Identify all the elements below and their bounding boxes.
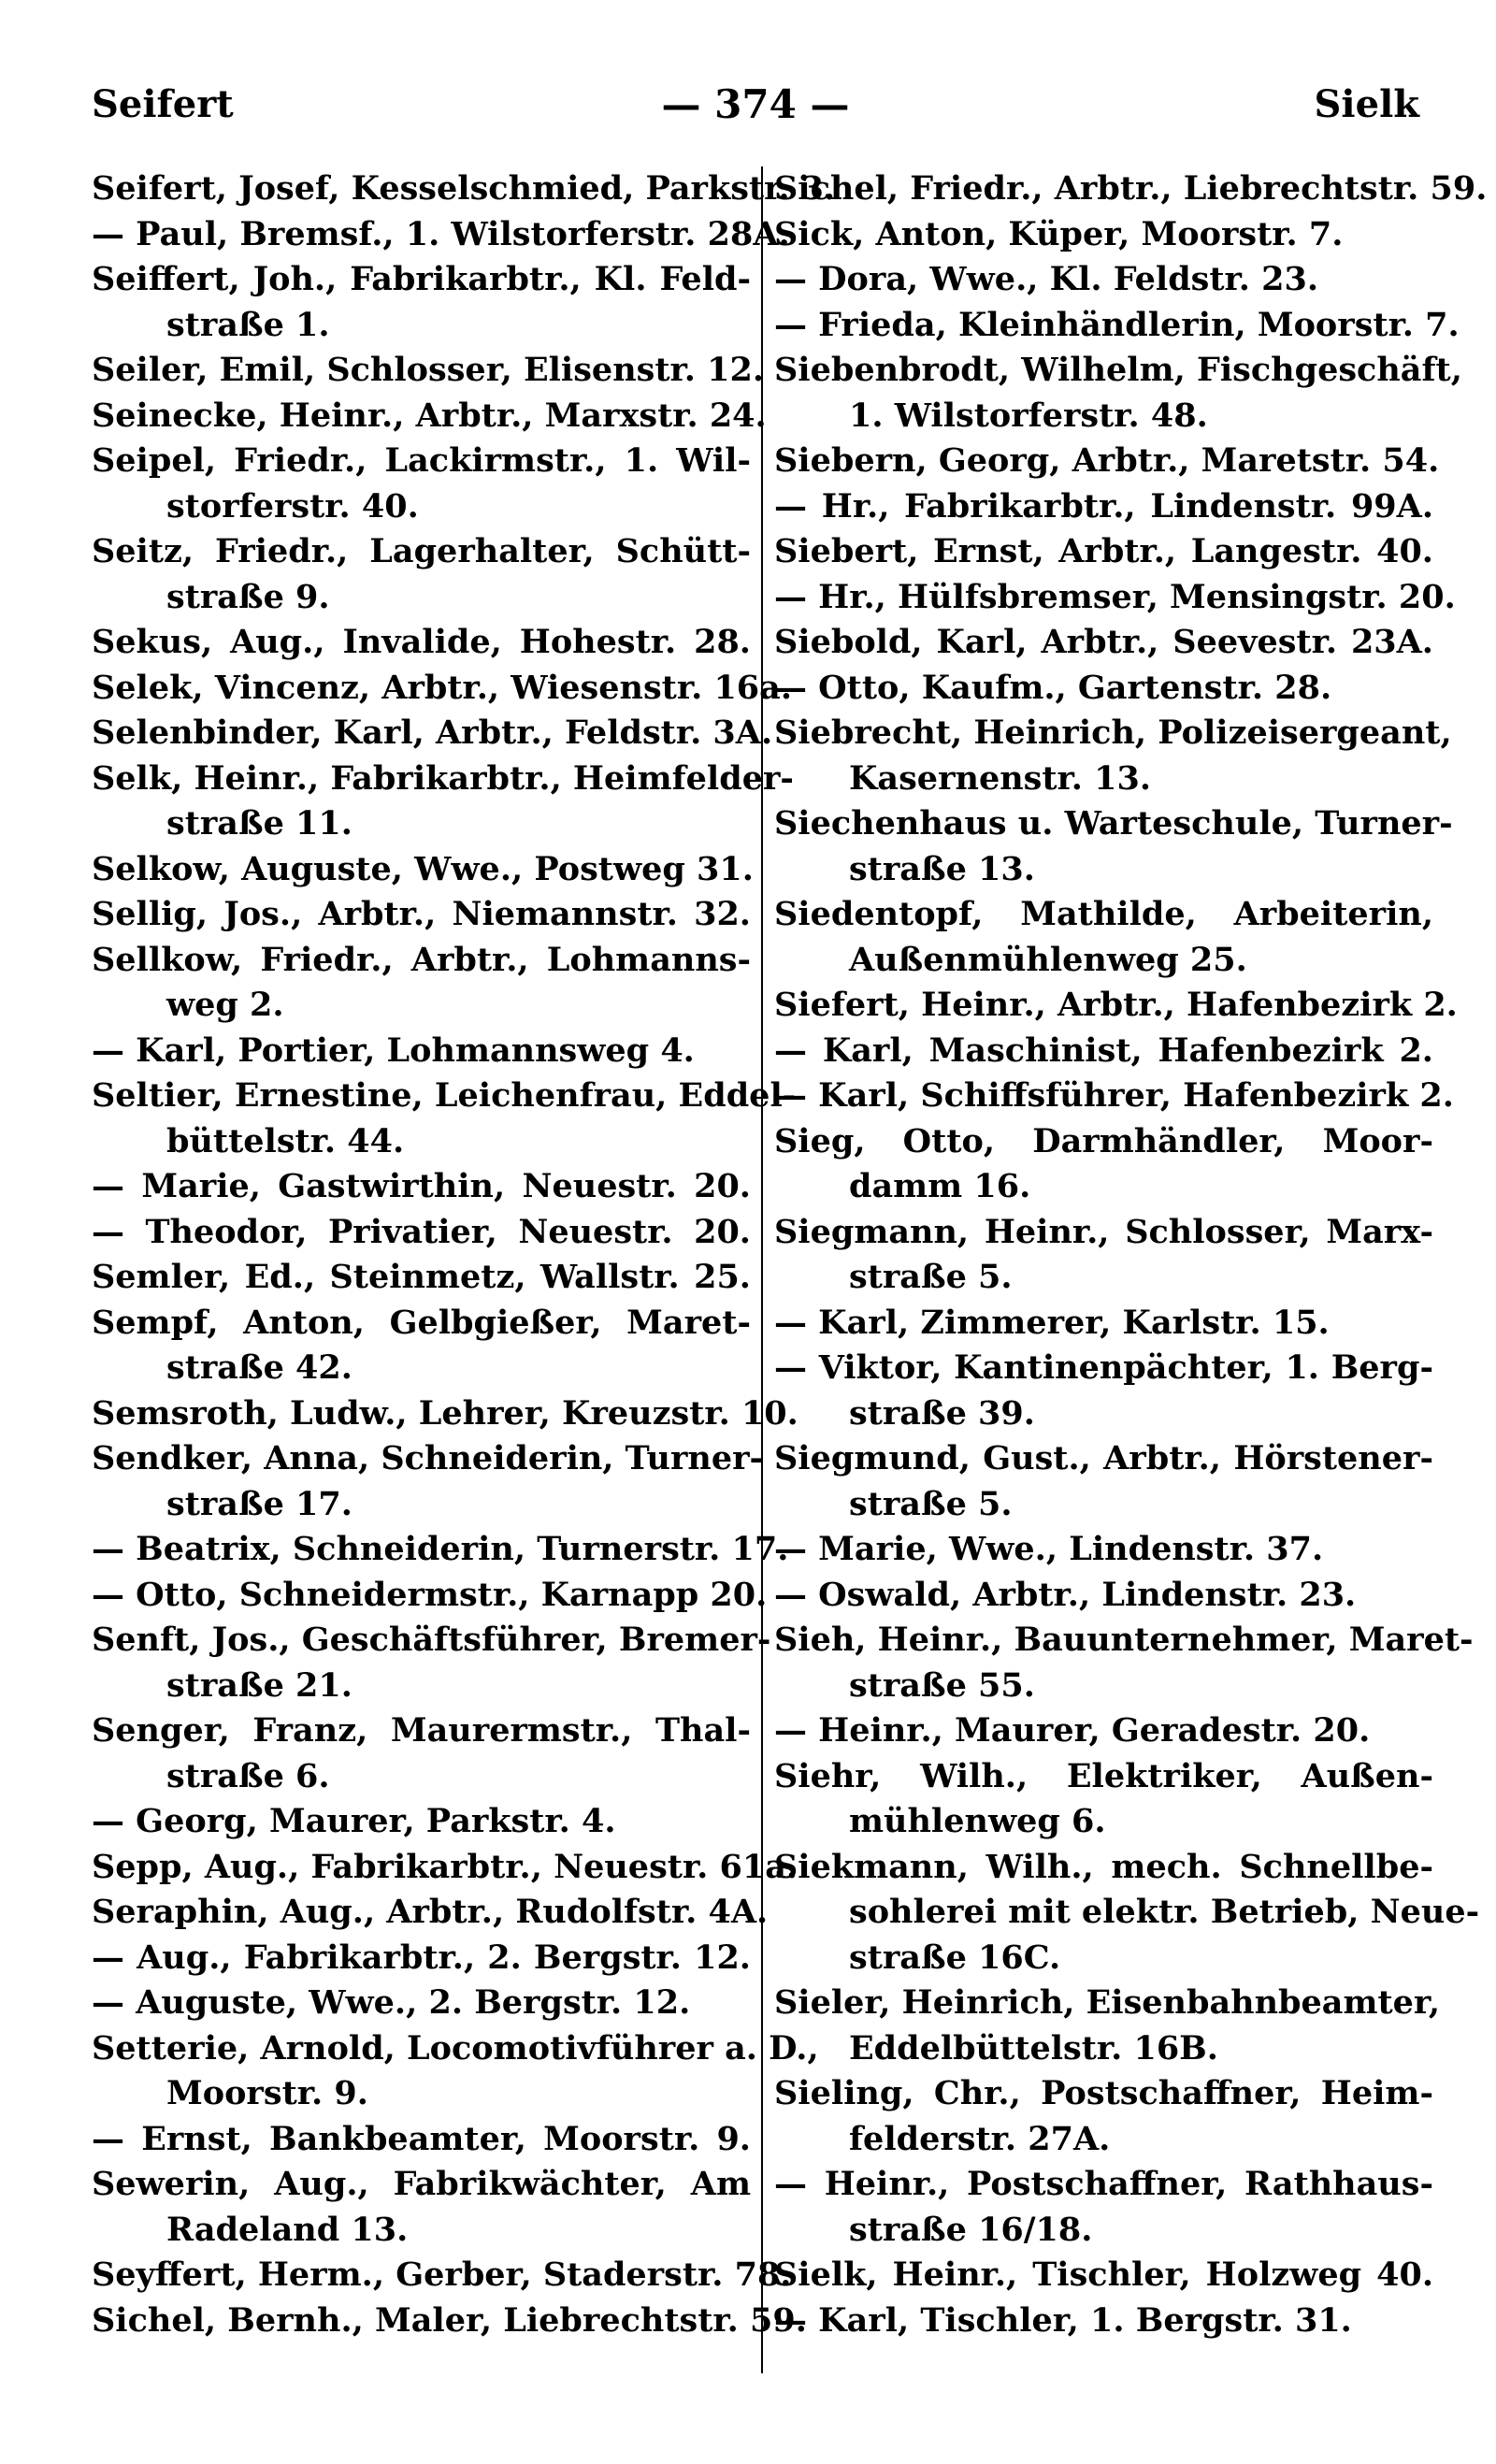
entry-line: — Frieda, Kleinhändlerin, Moorstr. 7. — [774, 305, 1460, 344]
entry-continuation: 1. Wilstorferstr. 48. — [849, 396, 1208, 435]
entry-continuation: straße 42. — [166, 1348, 352, 1387]
entry-line: Sichel, Friedr., Arbtr., Liebrechtstr. 59. — [774, 169, 1488, 208]
entry-continuation: straße 16/18. — [849, 2210, 1093, 2249]
entry-continuation: straße 16C. — [849, 1938, 1061, 1977]
left-column — [92, 166, 836, 2343]
entry-line: Sielk, Heinr., Tischler, Holzweg 40. — [774, 2255, 1433, 2294]
entry-line: Seyffert, Herm., Gerber, Staderstr. 78. — [92, 2255, 792, 2294]
entry-line: Selek, Vincenz, Arbtr., Wiesenstr. 16a. — [92, 668, 793, 707]
entry-continuation: straße 1. — [166, 305, 330, 344]
header-first-entry: Seifert — [92, 82, 234, 126]
entry-line: — Ernst, Bankbeamter, Moorstr. 9. — [92, 2119, 751, 2158]
entry-continuation: Eddelbüttelstr. 16B. — [849, 2028, 1218, 2068]
entry-continuation: büttelstr. 44. — [166, 1121, 405, 1160]
entry-continuation: straße 55. — [849, 1665, 1035, 1705]
entry-line: Siefert, Heinr., Arbtr., Hafenbezirk 2. — [774, 986, 1458, 1024]
entry-line: — Aug., Fabrikarbtr., 2. Bergstr. 12. — [92, 1938, 751, 1977]
entry-line: Sieler, Heinrich, Eisenbahnbeamter, — [774, 1983, 1441, 2022]
entry-line: Sieling, Chr., Postschaffner, Heim- — [774, 2074, 1433, 2112]
entry-line: Sichel, Bernh., Maler, Liebrechtstr. 59. — [92, 2300, 807, 2340]
entry-line: — Heinr., Postschaffner, Rathhaus- — [774, 2165, 1433, 2203]
entry-continuation: Moorstr. 9. — [166, 2074, 368, 2112]
entry-continuation: straße 6. — [166, 1756, 330, 1795]
right-column — [774, 166, 1488, 2343]
entry-line: Siegmann, Heinr., Schlosser, Marx- — [774, 1212, 1433, 1251]
entry-line: Sieg, Otto, Darmhändler, Moor- — [774, 1121, 1433, 1160]
entry-continuation: Kasernenstr. 13. — [849, 758, 1152, 798]
page-number: — 374 — — [661, 81, 850, 127]
entry-line: Siebold, Karl, Arbtr., Seevestr. 23A. — [774, 623, 1433, 661]
entry-continuation: straße 9. — [166, 577, 330, 616]
entry-line: Sepp, Aug., Fabrikarbtr., Neuestr. 61a. — [92, 1847, 798, 1886]
entry-line: — Marie, Gastwirthin, Neuestr. 20. — [92, 1167, 751, 1205]
entry-line: — Karl, Portier, Lohmannsweg 4. — [92, 1030, 695, 1070]
entry-continuation: damm 16. — [849, 1167, 1031, 1205]
entry-line: Seraphin, Aug., Arbtr., Rudolfstr. 4A. — [92, 1893, 769, 1931]
entry-line: Sempf, Anton, Gelbgießer, Maret- — [92, 1303, 751, 1342]
entry-continuation: mühlenweg 6. — [849, 1802, 1106, 1840]
column-divider — [761, 166, 763, 2373]
entry-line: — Dora, Wwe., Kl. Feldstr. 23. — [774, 260, 1319, 298]
entry-line: Semsroth, Ludw., Lehrer, Kreuzstr. 10. — [92, 1393, 798, 1433]
entry-line: Semler, Ed., Steinmetz, Wallstr. 25. — [92, 1258, 751, 1296]
entry-continuation: Außenmühlenweg 25. — [849, 940, 1247, 979]
entry-line: Seifert, Josef, Kesselschmied, Parkstr. 3. — [92, 169, 836, 208]
entry-line: Siechenhaus u. Warteschule, Turner- — [774, 804, 1453, 843]
entry-continuation: weg 2. — [166, 986, 284, 1024]
entry-line: Senft, Jos., Geschäftsführer, Bremer- — [92, 1621, 771, 1659]
entry-line: — Otto, Schneidermstr., Karnapp 20. — [92, 1575, 768, 1614]
entry-line: — Karl, Zimmerer, Karlstr. 15. — [774, 1303, 1330, 1342]
entry-continuation: sohlerei mit elektr. Betrieb, Neue- — [849, 1893, 1480, 1931]
entry-line: Sieh, Heinr., Bauunternehmer, Maret- — [774, 1621, 1474, 1659]
entry-line: — Oswald, Arbtr., Lindenstr. 23. — [774, 1575, 1357, 1614]
entry-line: — Theodor, Privatier, Neuestr. 20. — [92, 1212, 751, 1251]
entry-line: Siedentopf, Mathilde, Arbeiterin, — [774, 895, 1433, 933]
entry-line: — Karl, Schiffsführer, Hafenbezirk 2. — [774, 1076, 1454, 1115]
entry-continuation: straße 17. — [166, 1484, 352, 1523]
entry-continuation: storferstr. 40. — [166, 486, 419, 526]
entry-line: Seltier, Ernestine, Leichenfrau, Eddel- — [92, 1076, 797, 1115]
entry-continuation: straße 5. — [849, 1484, 1013, 1523]
entry-line: Sewerin, Aug., Fabrikwächter, Am — [92, 2165, 751, 2203]
entry-line: — Karl, Maschinist, Hafenbezirk 2. — [774, 1030, 1433, 1070]
entry-line: Sekus, Aug., Invalide, Hohestr. 28. — [92, 623, 751, 661]
entry-line: Siekmann, Wilh., mech. Schnellbe- — [774, 1847, 1433, 1886]
entry-line: — Hr., Hülfsbremser, Mensingstr. 20. — [774, 577, 1456, 616]
entry-line: — Karl, Tischler, 1. Bergstr. 31. — [774, 2300, 1352, 2340]
header-last-entry: Sielk — [1314, 82, 1419, 126]
entry-line: Selkow, Auguste, Wwe., Postweg 31. — [92, 849, 754, 888]
entry-line: Seiler, Emil, Schlosser, Elisenstr. 12. — [92, 351, 765, 389]
entry-line: Sellkow, Friedr., Arbtr., Lohmanns- — [92, 940, 751, 979]
entry-line: Siehr, Wilh., Elektriker, Außen- — [774, 1756, 1433, 1795]
entry-line: — Marie, Wwe., Lindenstr. 37. — [774, 1530, 1324, 1568]
entry-line: — Hr., Fabrikarbtr., Lindenstr. 99A. — [774, 486, 1433, 526]
entry-line: — Viktor, Kantinenpächter, 1. Berg- — [774, 1348, 1433, 1387]
entry-continuation: felderstr. 27A. — [849, 2119, 1111, 2158]
entry-line: Siegmund, Gust., Arbtr., Hörstener- — [774, 1439, 1433, 1477]
entry-line: Sellig, Jos., Arbtr., Niemannstr. 32. — [92, 895, 751, 933]
entry-line: Setterie, Arnold, Locomotivführer a. D., — [92, 2028, 819, 2068]
entry-line: Sendker, Anna, Schneiderin, Turner- — [92, 1439, 764, 1477]
entry-continuation: Radeland 13. — [166, 2210, 409, 2249]
entry-line: Siebert, Ernst, Arbtr., Langestr. 40. — [774, 532, 1433, 570]
entry-line: Seiffert, Joh., Fabrikarbtr., Kl. Feld- — [92, 260, 751, 298]
entry-line: — Beatrix, Schneiderin, Turnerstr. 17. — [92, 1530, 789, 1568]
entry-line: Sick, Anton, Küper, Moorstr. 7. — [774, 214, 1344, 253]
entry-continuation: straße 39. — [849, 1393, 1035, 1433]
entry-continuation: straße 5. — [849, 1258, 1013, 1296]
entry-line: Seinecke, Heinr., Arbtr., Marxstr. 24. — [92, 396, 767, 435]
entry-line: Selk, Heinr., Fabrikarbtr., Heimfelder- — [92, 758, 794, 798]
entry-line: Selenbinder, Karl, Arbtr., Feldstr. 3A. — [92, 713, 773, 752]
entry-line: Seitz, Friedr., Lagerhalter, Schütt- — [92, 532, 751, 570]
entry-line: Siebenbrodt, Wilhelm, Fischgeschäft, — [774, 351, 1462, 389]
entry-line: Siebrecht, Heinrich, Polizeisergeant, — [774, 713, 1452, 752]
entry-continuation: straße 13. — [849, 849, 1035, 888]
entry-line: — Paul, Bremsf., 1. Wilstorferstr. 28A. — [92, 214, 790, 253]
entry-continuation: straße 21. — [166, 1665, 352, 1705]
entry-line: — Georg, Maurer, Parkstr. 4. — [92, 1802, 616, 1840]
entry-line: Seipel, Friedr., Lackirmstr., 1. Wil- — [92, 441, 751, 480]
entry-continuation: straße 11. — [166, 804, 352, 843]
entry-line: Siebern, Georg, Arbtr., Maretstr. 54. — [774, 441, 1440, 480]
entry-line: — Auguste, Wwe., 2. Bergstr. 12. — [92, 1983, 691, 2022]
entry-line: — Otto, Kaufm., Gartenstr. 28. — [774, 668, 1332, 707]
page-header — [92, 67, 1419, 142]
entry-line: Senger, Franz, Maurermstr., Thal- — [92, 1711, 751, 1750]
entry-line: — Heinr., Maurer, Geradestr. 20. — [774, 1711, 1371, 1750]
